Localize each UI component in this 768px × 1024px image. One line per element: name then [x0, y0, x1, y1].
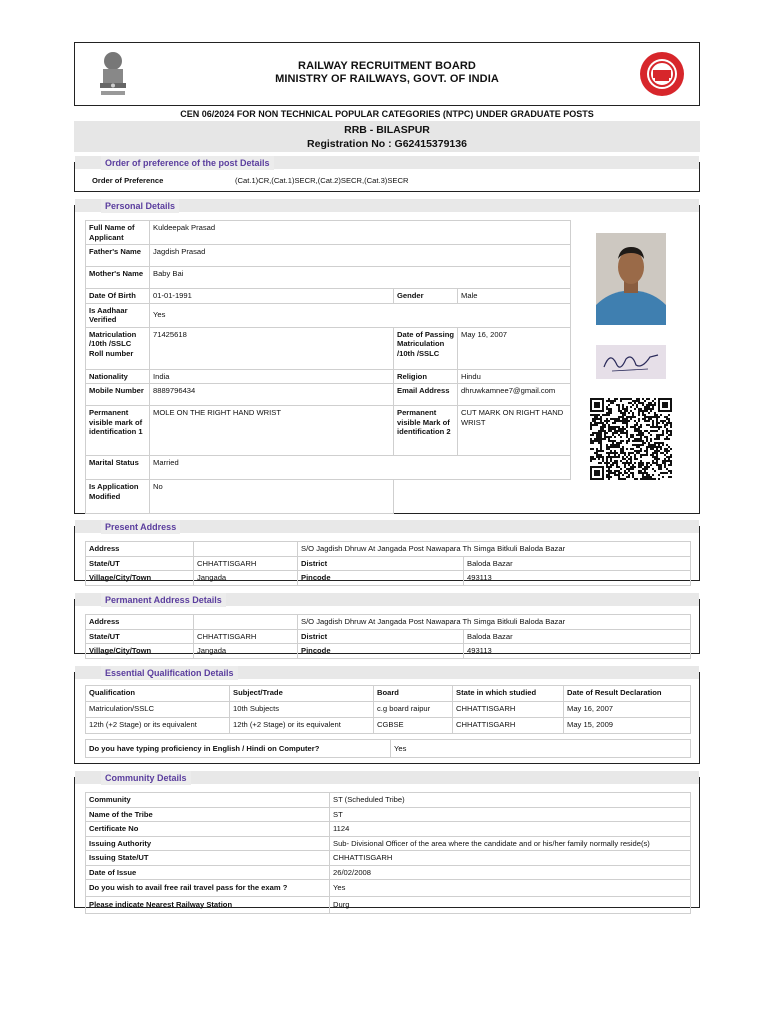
- email-value: dhruwkamnee7@gmail.com: [458, 384, 571, 406]
- community-label: Issuing Authority: [86, 836, 330, 851]
- present-address-table: [85, 541, 691, 586]
- qual-cell: 12th (+2 Stage) or its equivalent: [230, 718, 374, 734]
- permanent-district-value: Baloda Bazar: [464, 629, 691, 644]
- qual-header: Date of Result Declaration: [564, 686, 691, 702]
- qual-cell: CGBSE: [374, 718, 453, 734]
- religion-value: Hindu: [458, 369, 571, 384]
- permanent-pincode-label: Pincode: [298, 644, 464, 659]
- present-address-section: [74, 522, 700, 582]
- mark1-value: MOLE ON THE RIGHT HAND WRIST: [150, 406, 394, 456]
- qual-header: Qualification: [86, 686, 230, 702]
- rrb-name: RRB - BILASPUR: [344, 124, 430, 136]
- permanent-address-label: Address: [86, 615, 194, 630]
- present-village-label: Village/City/Town: [86, 571, 194, 586]
- community-label: Certificate No: [86, 822, 330, 837]
- qual-cell: 12th (+2 Stage) or its equivalent: [86, 718, 230, 734]
- mother-name-value: Baby Bai: [150, 267, 571, 289]
- typing-table: [85, 739, 691, 758]
- qual-cell: c.g board raipur: [374, 702, 453, 718]
- present-address-label: Address: [86, 542, 194, 557]
- qual-cell: Matriculation/SSLC: [86, 702, 230, 718]
- qual-cell: May 16, 2007: [564, 702, 691, 718]
- roll-label: Matriculation /10th /SSLC Roll number: [86, 327, 150, 369]
- present-pincode-value: 493113: [464, 571, 691, 586]
- dob-label: Date Of Birth: [86, 289, 150, 304]
- community-value: ST (Scheduled Tribe): [330, 793, 691, 808]
- aadhaar-label: Is Aadhaar Verified: [86, 303, 150, 327]
- community-label: Do you wish to avail free rail travel pass for the exam ?: [86, 880, 330, 897]
- roll-value: 71425618: [150, 327, 394, 369]
- permanent-address-table: [85, 614, 691, 659]
- religion-label: Religion: [394, 369, 458, 384]
- typing-value: Yes: [391, 740, 691, 758]
- community-label: Name of the Tribe: [86, 807, 330, 822]
- community-value: 1124: [330, 822, 691, 837]
- preference-table: [89, 174, 679, 188]
- full-name-label: Full Name of Applicant: [86, 221, 150, 245]
- qual-cell: May 15, 2009: [564, 718, 691, 734]
- table-row: [86, 851, 691, 866]
- table-row: [86, 880, 691, 897]
- community-value: Sub- Divisional Officer of the area where the candidate and or his/her family normally reside(s): [330, 836, 691, 851]
- table-row: [86, 836, 691, 851]
- permanent-village-value: Jangada: [194, 644, 298, 659]
- community-table: [85, 792, 691, 914]
- gender-value: Male: [458, 289, 571, 304]
- table-row: [86, 897, 691, 914]
- qual-header: State in which studied: [453, 686, 564, 702]
- qual-header: Board: [374, 686, 453, 702]
- applicant-signature: [596, 345, 666, 379]
- gender-label: Gender: [394, 289, 458, 304]
- community-section: [74, 773, 700, 910]
- preference-label: Order of Preference: [92, 176, 164, 185]
- dob-value: 01-01-1991: [150, 289, 394, 304]
- header-line2: MINISTRY OF RAILWAYS, GOVT. OF INDIA: [275, 73, 499, 85]
- community-label: Please indicate Nearest Railway Station: [86, 897, 330, 914]
- present-district-label: District: [298, 556, 464, 571]
- section-title: Present Address: [101, 520, 180, 534]
- father-name-value: Jagdish Prasad: [150, 245, 571, 267]
- permanent-state-value: CHHATTISGARH: [194, 629, 298, 644]
- marital-label: Marital Status: [86, 456, 150, 480]
- preference-value: (Cat.1)CR,(Cat.1)SECR,(Cat.2)SECR,(Cat.3)SECR: [235, 176, 409, 185]
- indian-railways-logo-icon: [639, 51, 685, 97]
- mobile-value: 8889796434: [150, 384, 394, 406]
- registration-number: Registration No : G62415379136: [307, 138, 467, 150]
- preference-section: [74, 158, 700, 192]
- table-row: [86, 822, 691, 837]
- community-value: Yes: [330, 880, 691, 897]
- email-label: Email Address: [394, 384, 458, 406]
- rrb-band: [74, 121, 700, 152]
- mark2-label: Permanent visible Mark of identification 2: [394, 406, 458, 456]
- nationality-value: India: [150, 369, 394, 384]
- qual-cell: CHHATTISGARH: [453, 718, 564, 734]
- full-name-value: Kuldeepak Prasad: [150, 221, 571, 245]
- community-value: ST: [330, 807, 691, 822]
- community-label: Issuing State/UT: [86, 851, 330, 866]
- community-value: 26/02/2008: [330, 865, 691, 880]
- permanent-address-section: [74, 595, 700, 655]
- section-title: Permanent Address Details: [101, 593, 226, 607]
- community-value: Durg: [330, 897, 691, 914]
- community-label: Community: [86, 793, 330, 808]
- passing-label: Date of Passing Matriculation /10th /SSLC: [394, 327, 458, 369]
- qual-cell: CHHATTISGARH: [453, 702, 564, 718]
- table-row: [86, 702, 691, 718]
- permanent-address-value: S/O Jagdish Dhruw At Jangada Post Nawapara Th Simga Bitkuli Baloda Bazar: [298, 615, 691, 630]
- cen-title: CEN 06/2024 FOR NON TECHNICAL POPULAR CATEGORIES (NTPC) UNDER GRADUATE POSTS: [180, 109, 594, 119]
- community-value: CHHATTISGARH: [330, 851, 691, 866]
- permanent-pincode-value: 493113: [464, 644, 691, 659]
- permanent-state-label: State/UT: [86, 629, 194, 644]
- header-box: [74, 42, 700, 106]
- qual-header: Subject/Trade: [230, 686, 374, 702]
- community-label: Date of Issue: [86, 865, 330, 880]
- table-row: [86, 793, 691, 808]
- modified-value: No: [150, 480, 394, 514]
- typing-label: Do you have typing proficiency in English / Hindi on Computer?: [86, 740, 391, 758]
- present-state-label: State/UT: [86, 556, 194, 571]
- table-row: [86, 865, 691, 880]
- nationality-label: Nationality: [86, 369, 150, 384]
- present-address-value: S/O Jagdish Dhruw At Jangada Post Nawapara Th Simga Bitkuli Baloda Bazar: [298, 542, 691, 557]
- table-row: [86, 718, 691, 734]
- present-village-value: Jangada: [194, 571, 298, 586]
- table-row: [86, 807, 691, 822]
- section-title: Community Details: [101, 771, 191, 785]
- passing-value: May 16, 2007: [458, 327, 571, 369]
- qual-cell: 10th Subjects: [230, 702, 374, 718]
- personal-table: [85, 220, 571, 514]
- permanent-district-label: District: [298, 629, 464, 644]
- present-pincode-label: Pincode: [298, 571, 464, 586]
- mobile-label: Mobile Number: [86, 384, 150, 406]
- qualification-section: [74, 668, 700, 764]
- qr-code-icon: [590, 398, 672, 482]
- mark2-value: CUT MARK ON RIGHT HAND WRIST: [458, 406, 571, 456]
- present-state-value: CHHATTISGARH: [194, 556, 298, 571]
- section-title: Essential Qualification Details: [101, 666, 238, 680]
- aadhaar-value: Yes: [150, 303, 571, 327]
- marital-value: Married: [150, 456, 571, 480]
- modified-label: Is Application Modified: [86, 480, 150, 514]
- father-name-label: Father's Name: [86, 245, 150, 267]
- mother-name-label: Mother's Name: [86, 267, 150, 289]
- header-title: [75, 60, 699, 86]
- section-title: Order of preference of the post Details: [101, 156, 274, 170]
- applicant-photo-icon: [596, 233, 666, 325]
- qualification-table: [85, 685, 691, 734]
- signature-icon: [596, 345, 666, 379]
- mark1-label: Permanent visible mark of identification 1: [86, 406, 150, 456]
- section-title: Personal Details: [101, 199, 179, 213]
- permanent-village-label: Village/City/Town: [86, 644, 194, 659]
- present-district-value: Baloda Bazar: [464, 556, 691, 571]
- header-line1: RAILWAY RECRUITMENT BOARD: [298, 60, 476, 72]
- applicant-photo: [596, 233, 666, 325]
